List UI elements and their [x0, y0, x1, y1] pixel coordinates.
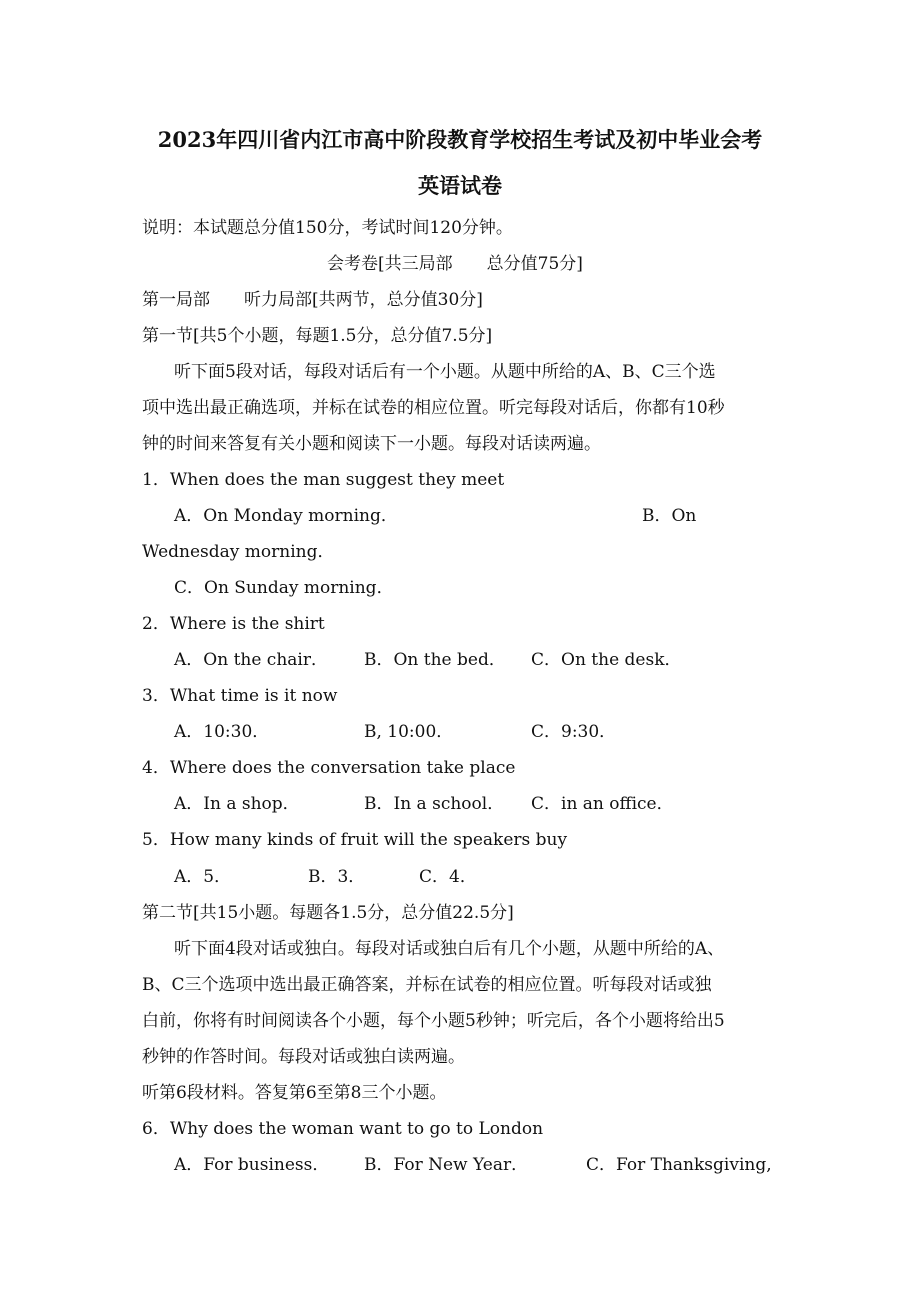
section1-instruction-line: 项中选出最正确选项，并标在试卷的相应位置。听完每段对话后，你都有10秒 [142, 398, 725, 418]
section2-instruction-line: 白前，你将有时间阅读各个小题，每个小题5秒钟；听完后，各个小题将给出5 [142, 1011, 725, 1031]
section2-instruction-line: 听下面4段对话或独白。每段对话或独白后有几个小题，从题中所给的A、 [174, 939, 725, 959]
question-4-option-b: B．In a school． [364, 794, 505, 814]
exam-subtitle: 英语试卷 [418, 173, 502, 198]
exam-note: 说明：本试题总分值150分，考试时间120分钟。 [142, 218, 513, 238]
question-1-option-b: B．On [642, 506, 697, 526]
question-5-option-c: C．4． [419, 867, 477, 887]
part1-heading: 第一局部 听力局部[共两节，总分值30分] [142, 290, 483, 310]
section2-instruction-line: B、C三个选项中选出最正确答案，并标在试卷的相应位置。听每段对话或独 [142, 975, 712, 995]
question-6-option-a: A．For business． [174, 1155, 330, 1175]
question-3-option-c: C．9:30． [531, 722, 617, 742]
section1-instruction-line: 听下面5段对话，每段对话后有一个小题。从题中所给的A、B、C三个选 [174, 362, 716, 382]
paper-title: 会考卷[共三局部 总分值75分] [327, 254, 583, 274]
question-2-option-b: B．On the bed． [364, 650, 506, 670]
section2-heading: 第二节[共15小题。每题各1.5分，总分值22.5分] [142, 903, 514, 923]
question-5-stem: 5．How many kinds of fruit will the speakers buy [142, 830, 568, 850]
question-6-option-b: B．For New Year． [364, 1155, 529, 1175]
question-6-stem: 6．Why does the woman want to go to London [142, 1119, 544, 1139]
question-5-option-b: B．3． [308, 867, 366, 887]
question-3-option-a: A．10:30． [174, 722, 270, 742]
question-1-option-b-continued: Wednesday morning． [142, 542, 335, 562]
question-2-option-a: A．On the chair． [174, 650, 328, 670]
question-1-stem: 1．When does the man suggest they meet [142, 470, 505, 490]
question-2-option-c: C．On the desk． [531, 650, 682, 670]
section1-instruction-line: 钟的时间来答复有关小题和阅读下一小题。每段对话读两遍。 [142, 434, 601, 454]
question-5-option-a: A．5． [174, 867, 232, 887]
question-3-stem: 3．What time is it now [142, 686, 338, 706]
question-4-option-c: C．in an office． [531, 794, 674, 814]
exam-title: 2023年四川省内江市高中阶段教育学校招生考试及初中毕业会考 [157, 127, 763, 152]
section2-instruction-line: 秒钟的作答时间。每段对话或独白读两遍。 [142, 1047, 465, 1067]
question-1-option-c: C．On Sunday morning． [174, 578, 394, 598]
question-4-option-a: A．In a shop． [174, 794, 300, 814]
question-3-option-b: B, 10:00． [364, 722, 454, 742]
question-2-stem: 2．Where is the shirt [142, 614, 325, 634]
question-6-option-c: C．For Thanksgiving, [586, 1155, 772, 1175]
question-1-option-a: A．On Monday morning． [174, 506, 398, 526]
question-4-stem: 4．Where does the conversation take place [142, 758, 516, 778]
material-note: 听第6段材料。答复第6至第8三个小题。 [142, 1083, 447, 1103]
section1-heading: 第一节[共5个小题，每题1.5分，总分值7.5分] [142, 326, 493, 346]
